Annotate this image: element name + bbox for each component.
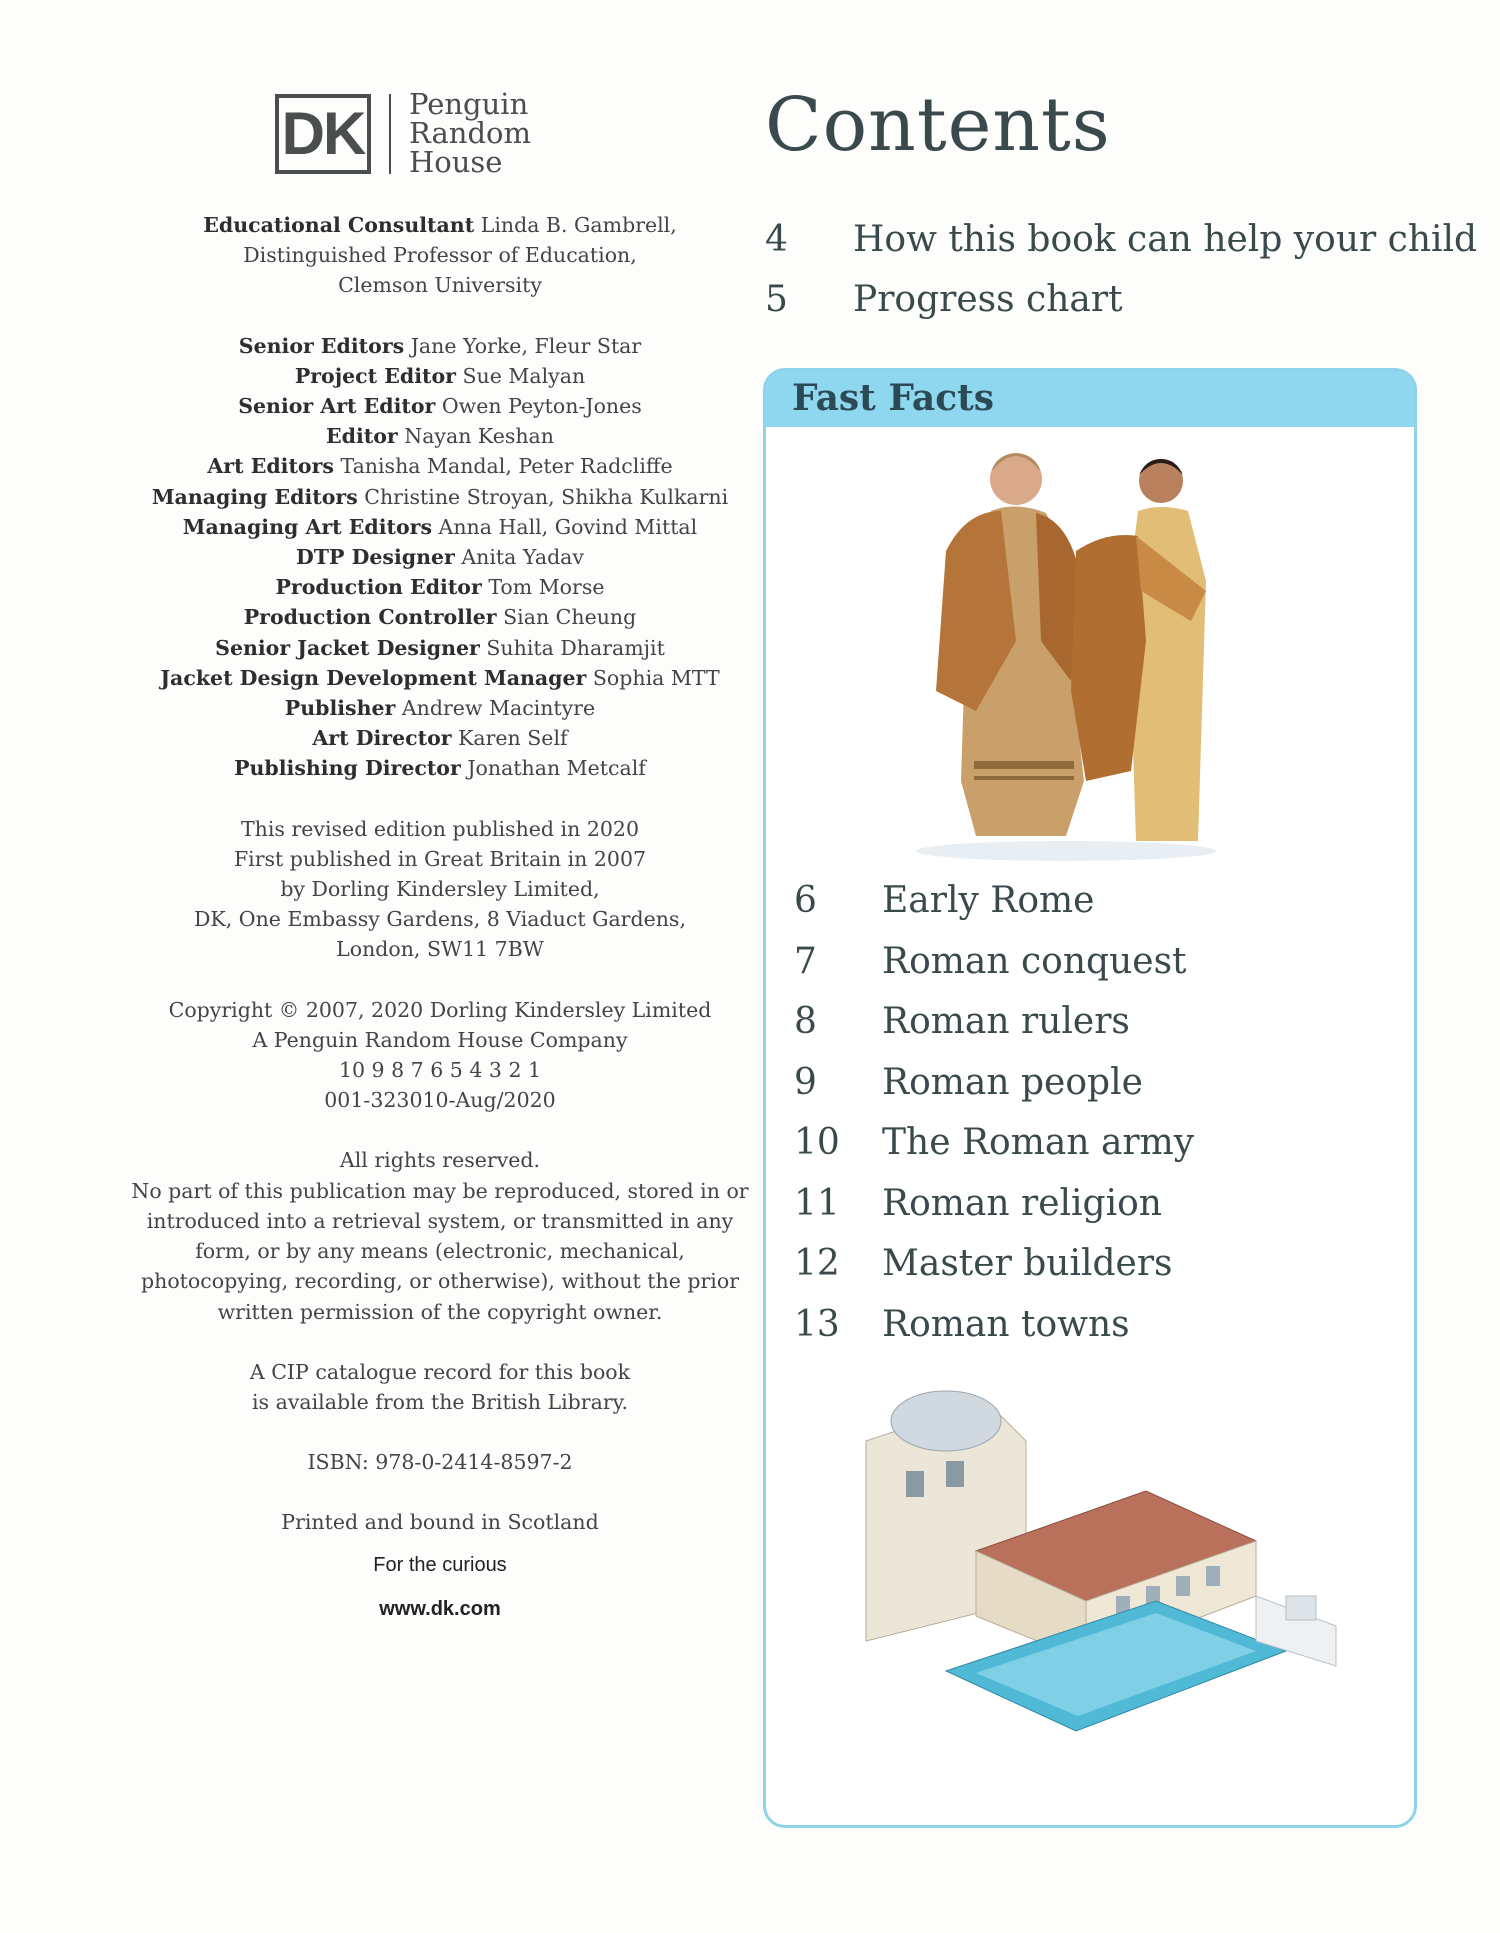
copyright-line: A Penguin Random House Company [252,1027,628,1052]
imprint-column [110,210,770,1624]
website-link[interactable]: www.dk.com [379,1597,501,1620]
credit-row [110,753,770,783]
toc-entry-title: Roman towns [882,1303,1130,1345]
toc-page-number: 4 [765,219,788,260]
credit-name: Tanisha Mandal, Peter Radcliffe [340,454,673,479]
copyright-line: 001-323010-Aug/2020 [324,1088,556,1113]
toc-entry-title: Roman religion [882,1182,1162,1224]
credit-row [110,482,770,512]
publication-line: London, SW11 7BW [336,937,544,962]
fast-facts-list [794,871,1194,1355]
publisher-line: Random [409,116,531,150]
consultant-role: Educational Consultant [203,213,475,237]
fast-facts-panel [763,368,1417,1828]
credit-row [110,693,770,723]
dk-logo-mark: DK [275,94,371,174]
credit-role: Production Controller [243,605,497,630]
credit-role: Art Editors [207,454,334,479]
logo-divider [389,94,391,174]
publication-line: DK, One Embassy Gardens, 8 Viaduct Gardens, [194,907,686,932]
toc-page-number: 6 [794,880,817,921]
consultant-name: Linda B. Gambrell, [480,213,677,237]
cip-line: A CIP catalogue record for this book [249,1359,631,1384]
rights-notice [110,1145,770,1326]
credits-list [110,331,770,784]
copyright-line: Copyright © 2007, 2020 Dorling Kindersley Limited [168,997,712,1022]
toc-entry[interactable] [794,871,1194,932]
credit-row [110,572,770,602]
credit-name: Tom Morse [488,575,605,600]
publication-line: This revised edition published in 2020 [241,816,639,841]
credit-role: Publishing Director [234,756,461,781]
tagline: For the curious [373,1553,507,1576]
credit-role: Art Director [312,726,452,751]
credit-role: Publisher [284,696,396,721]
copyright-line: 10 9 8 7 6 5 4 3 2 1 [338,1058,542,1083]
credit-name: Andrew Macintyre [401,696,596,721]
publication-line: First published in Great Britain in 2007 [233,846,647,871]
credit-row [110,542,770,572]
credit-row [110,391,770,421]
credit-role: DTP Designer [296,545,455,570]
toc-entry[interactable] [794,1113,1194,1174]
toc-page-number: 13 [794,1303,840,1345]
toc-entry[interactable] [765,270,1477,330]
credit-row [110,421,770,451]
toc-entry[interactable] [794,1174,1194,1235]
credit-name: Jane Yorke, Fleur Star [410,333,642,358]
credit-role: Jacket Design Development Manager [160,665,587,690]
credit-name: Owen Peyton-Jones [441,394,642,419]
credit-role: Production Editor [275,575,482,600]
credit-name: Sian Cheung [503,605,637,630]
consultant-line: Clemson University [338,273,542,298]
credit-name: Suhita Dharamjit [486,635,665,660]
rights-line: written permission of the copyright owner. [217,1299,663,1324]
credit-name: Karen Self [458,726,568,751]
toc-page-number: 8 [794,1001,817,1042]
publication-info [110,814,770,965]
toc-entry[interactable] [794,1295,1194,1356]
consultant-line: Distinguished Professor of Education, [243,243,637,268]
page-title: Contents [765,82,1111,168]
publisher-line: House [409,145,503,179]
credit-row [110,331,770,361]
credit-row [110,361,770,391]
rights-line: form, or by any means (electronic, mechanical, [195,1239,685,1264]
credit-role: Managing Editors [151,484,358,509]
credit-name: Jonathan Metcalf [467,756,646,781]
cip-notice [110,1357,770,1417]
publisher-line: Penguin [409,87,529,121]
toc-page-number: 5 [765,279,788,320]
rights-line: photocopying, recording, or otherwise), without the prior [141,1269,739,1294]
toc-entry[interactable] [765,210,1477,270]
fast-facts-header [766,371,1414,427]
copyright-info [110,995,770,1116]
toc-entry-title: The Roman army [882,1122,1195,1163]
toc-entry[interactable] [794,992,1194,1053]
toc-entry[interactable] [794,932,1194,993]
dk-penguin-random-house-logo [275,87,531,179]
credit-name: Anna Hall, Govind Mittal [438,514,698,539]
credit-row [110,602,770,632]
publisher-wordmark [409,87,531,179]
toc-entry[interactable] [794,1053,1194,1114]
credit-role: Senior Jacket Designer [215,635,480,660]
toc-page-number: 12 [794,1243,840,1284]
rights-line: All rights reserved. [339,1148,541,1173]
credit-name: Christine Stroyan, Shikha Kulkarni [364,484,729,509]
credit-name: Nayan Keshan [404,424,554,449]
publication-line: by Dorling Kindersley Limited, [280,877,600,902]
credit-name: Sue Malyan [462,363,586,388]
toc-entry-title: Early Rome [882,880,1095,921]
cip-line: is available from the British Library. [252,1389,628,1414]
toc-page-number: 7 [794,940,817,982]
toc-page-number: 9 [794,1061,817,1103]
credit-role: Senior Art Editor [238,394,436,419]
printed-notice: Printed and bound in Scotland [281,1510,599,1535]
toc-entry-title: Master builders [882,1243,1173,1284]
credit-role: Senior Editors [238,333,405,358]
toc-entry-title: Roman conquest [882,940,1187,982]
credit-row [110,723,770,753]
fast-facts-heading: Fast Facts [792,377,995,419]
credit-name: Anita Yadav [461,545,584,570]
credit-row [110,633,770,663]
toc-entry[interactable] [794,1234,1194,1295]
credit-row [110,451,770,481]
toc-entry-title: Progress chart [853,279,1123,320]
contents-top-list [765,210,1477,330]
toc-entry-title: Roman people [882,1061,1143,1103]
rights-line: No part of this publication may be reproduced, stored in or [131,1178,749,1203]
consultant-block [110,210,770,301]
toc-page-number: 11 [794,1182,840,1224]
roman-women-illustration [906,441,1286,861]
credit-row [110,663,770,693]
credit-role: Project Editor [294,363,456,388]
isbn: ISBN: 978-0-2414-8597-2 [307,1450,573,1475]
credit-row [110,512,770,542]
roman-baths-illustration [826,1381,1356,1751]
credit-name: Sophia MTT [592,665,720,690]
toc-entry-title: Roman rulers [882,1001,1130,1042]
toc-page-number: 10 [794,1122,840,1163]
rights-line: introduced into a retrieval system, or transmitted in any [146,1208,734,1233]
credit-role: Editor [326,424,398,449]
toc-entry-title: How this book can help your child [853,219,1478,260]
credit-role: Managing Art Editors [182,514,432,539]
